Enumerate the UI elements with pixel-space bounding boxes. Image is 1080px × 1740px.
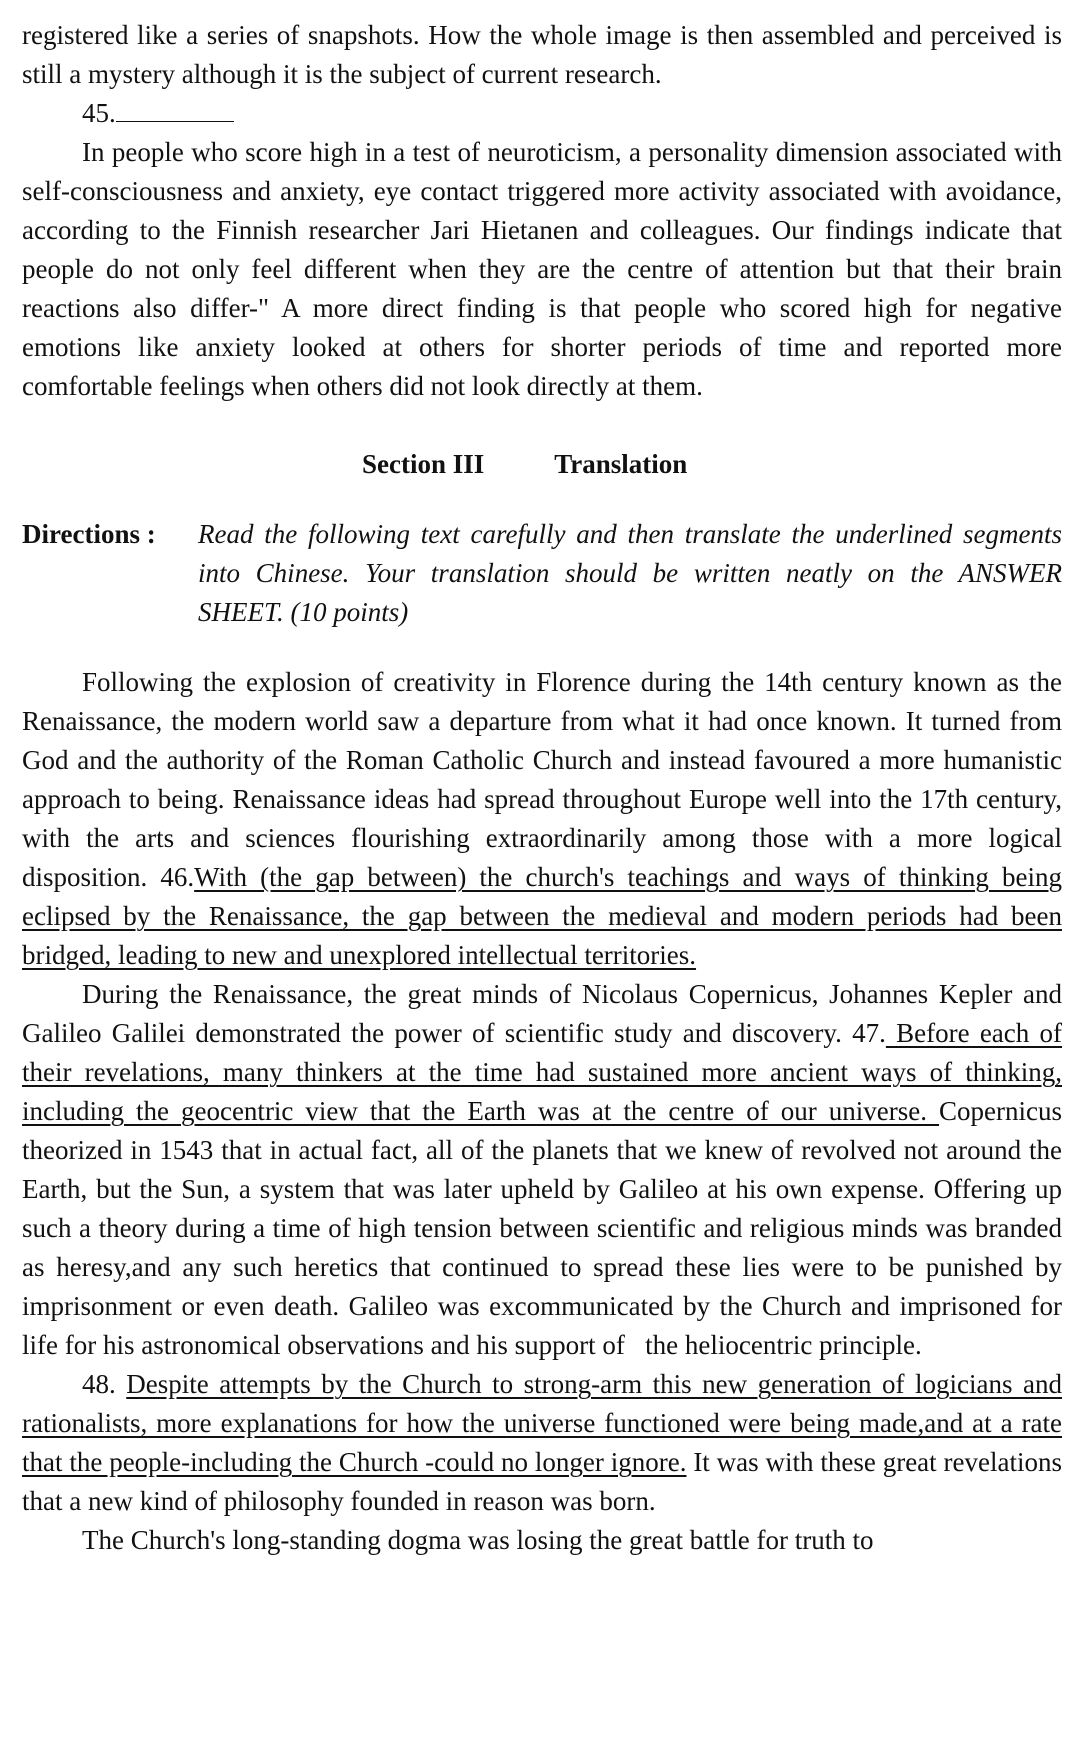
directions-text: Read the following text carefully and then translate the underlined segments into Chinese. Your translation should be written neatly on the ANSWER SHEET. (10 points) [198,519,1062,627]
underlined-segment-48: Despite attempts by the Church to strong-arm this new generation of logicians and rationalists, more explanations for how the universe functioned were being made,and at a rate that the people-including the Church -could no longer ignore. [22,1369,1062,1477]
paragraph-3-rest: It was with these great revelations that a new kind of philosophy founded in reason was born. [22,1447,1062,1516]
paragraph-3 [22,1365,1062,1521]
directions [22,515,1062,632]
paragraph-2-intro: During the Renaissance, the great minds of Nicolaus Copernicus, Johannes Kepler and Galileo Galilei demonstrated the power of scientific study and discovery. 47. [22,979,1062,1048]
paragraph-4 [22,1521,1062,1560]
answer-blank-45 [116,95,234,122]
question-45 [22,94,1062,133]
section-heading [22,445,1062,484]
top-paragraph [22,0,1062,94]
paragraph-2 [22,975,1062,1365]
paragraph-2-rest: Copernicus theorized in 1543 that in actual fact, all of the planets that we knew of revolved not around the Earth, but the Sun, a system that was later upheld by Galileo at his own expense. Offering up such a theory during a time of high tension between scientific and religious minds was branded as heresy,and any such heretics that continued to spread these lies were to be punished by imprisonment or even death. Galileo was excommunicated by the Church and imprisoned for life for his astronomical observations and his support of the heliocentric principle. [22,1096,1062,1360]
eye-contact-paragraph-text: In people who score high in a test of neuroticism, a personality dimension associated with self-consciousness and anxiety, eye contact triggered more activity associated with avoidance, according to the Finnish researcher Jari Hietanen and colleagues. Our findings indicate that people do not only feel different when they are the centre of attention but that their brain reactions also differ-" A more direct finding is that people who scored high for negative emotions like anxiety looked at others for shorter periods of time and reported more comfortable feelings when others did not look directly at them. [22,137,1062,401]
paragraph-1 [22,663,1062,975]
underlined-segment-47: Before each of their revelations, many thinkers at the time had sustained more ancient ways of thinking, including the geocentric view that the Earth was at the centre of our universe. [22,1018,1063,1126]
paragraph-3-number: 48. [82,1369,127,1399]
top-paragraph-text: registered like a series of snapshots. How the whole image is then assembled and perceived is still a mystery although it is the subject of current research. [22,20,1062,89]
section-name: Translation [554,449,688,479]
question-45-number: 45. [82,98,116,128]
directions-label: Directions : [22,519,156,549]
paragraph-1-intro: Following the explosion of creativity in Florence during the 14th century known as the Renaissance, the modern world saw a departure from what it had once known. It turned from God and the authority of the Roman Catholic Church and instead favoured a more humanistic approach to being. Renaissance ideas had spread throughout Europe well into the 17th century, with the arts and sciences flourishing extraordinarily among those with a more logical disposition. 46. [22,667,1062,892]
underlined-segment-46: With (the gap between) the church's teachings and ways of thinking being eclipsed by the Renaissance, the gap between the medieval and modern periods had been bridged, leading to new and unexplored intellectual territories. [22,862,1062,970]
paragraph-4-text: The Church's long-standing dogma was losing the great battle for truth to [82,1525,874,1555]
section-number: Section III [362,449,485,479]
eye-contact-paragraph [22,133,1062,406]
